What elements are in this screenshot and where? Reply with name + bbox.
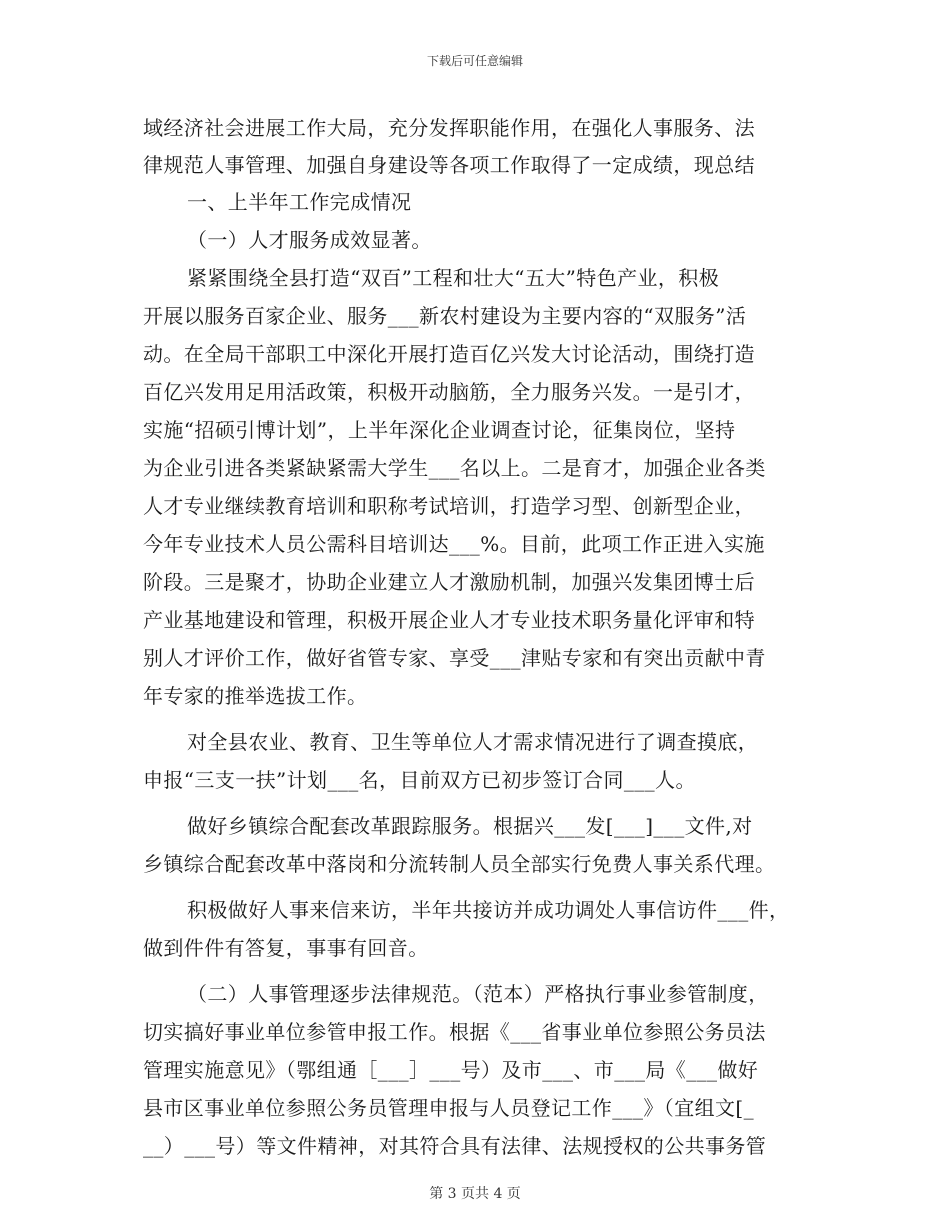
body-line: （一）人才服务成效显著。 xyxy=(187,228,432,252)
body-line: 年专家的推举选拔工作。 xyxy=(143,684,368,708)
body-line: 一、上半年工作完成情况 xyxy=(187,190,412,214)
body-line: 紧紧围绕全县打造“双百”工程和壮大“五大”特色产业，积极 xyxy=(187,266,720,290)
body-line: 实施“招硕引博计划”，上半年深化企业调查讨论，征集岗位，坚持 xyxy=(143,418,736,442)
body-line: 切实搞好事业单位参管申报工作。根据《___省事业单位参照公务员法 xyxy=(143,1020,766,1044)
body-line: __）___号）等文件精神，对其符合具有法律、法规授权的公共事务管 xyxy=(143,1134,767,1158)
body-line: 为企业引进各类紧缺紧需大学生___名以上。二是育才，加强企业各类 xyxy=(143,456,766,480)
body-line: 律规范人事管理、加强自身建设等各项工作取得了一定成绩，现总结 xyxy=(143,153,755,177)
body-line: 阶段。三是聚才，协助企业建立人才激励机制，加强兴发集团博士后 xyxy=(143,570,755,594)
body-line: 县市区事业单位参照公务员管理申报与人员登记工作___》（宜组文[_ xyxy=(143,1096,755,1120)
body-line: 申报“三支一扶”计划___名，目前双方已初步签订合同___人。 xyxy=(143,768,696,792)
page-footer: 第 3 页共 4 页 xyxy=(429,1186,521,1202)
body-line: 做到件件有答复，事事有回音。 xyxy=(143,936,429,960)
body-line: 产业基地建设和管理，积极开展企业人才专业技术职务量化评审和特 xyxy=(143,608,755,632)
body-line: 今年专业技术人员公需科目培训达___%。目前，此项工作正进入实施 xyxy=(143,532,765,556)
page-header: 下载后可任意编辑 xyxy=(426,54,523,68)
body-line: 积极做好人事来信来访，半年共接访并成功调处人事信访件___件， xyxy=(187,898,790,922)
body-line: 做好乡镇综合配套改革跟踪服务。根据兴___发[___]___文件,对 xyxy=(187,814,753,838)
body-line: 域经济社会进展工作大局，充分发挥职能作用，在强化人事服务、法 xyxy=(143,116,755,140)
body-line: （二）人事管理逐步法律规范。（范本）严格执行事业参管制度， xyxy=(187,982,769,1006)
body-line: 管理实施意见》（鄂组通［___］___号）及市___、市___局《___做好 xyxy=(143,1058,759,1082)
body-line: 乡镇综合配套改革中落岗和分流转制人员全部实行免费人事关系代理。 xyxy=(143,852,776,876)
body-line: 人才专业继续教育培训和职称考试培训，打造学习型、创新型企业， xyxy=(143,494,755,518)
body-line: 百亿兴发用足用活政策，积极开动脑筋，全力服务兴发。一是引才， xyxy=(143,380,755,404)
body-line: 别人才评价工作，做好省管专家、享受___津贴专家和有突出贡献中青 xyxy=(143,646,766,670)
body-line: 对全县农业、教育、卫生等单位人才需求情况进行了调查摸底， xyxy=(187,730,759,754)
body-line: 开展以服务百家企业、服务___新农村建设为主要内容的“双服务”活 xyxy=(143,304,747,328)
body-line: 动。在全局干部职工中深化开展打造百亿兴发大讨论活动，围绕打造 xyxy=(143,342,755,366)
